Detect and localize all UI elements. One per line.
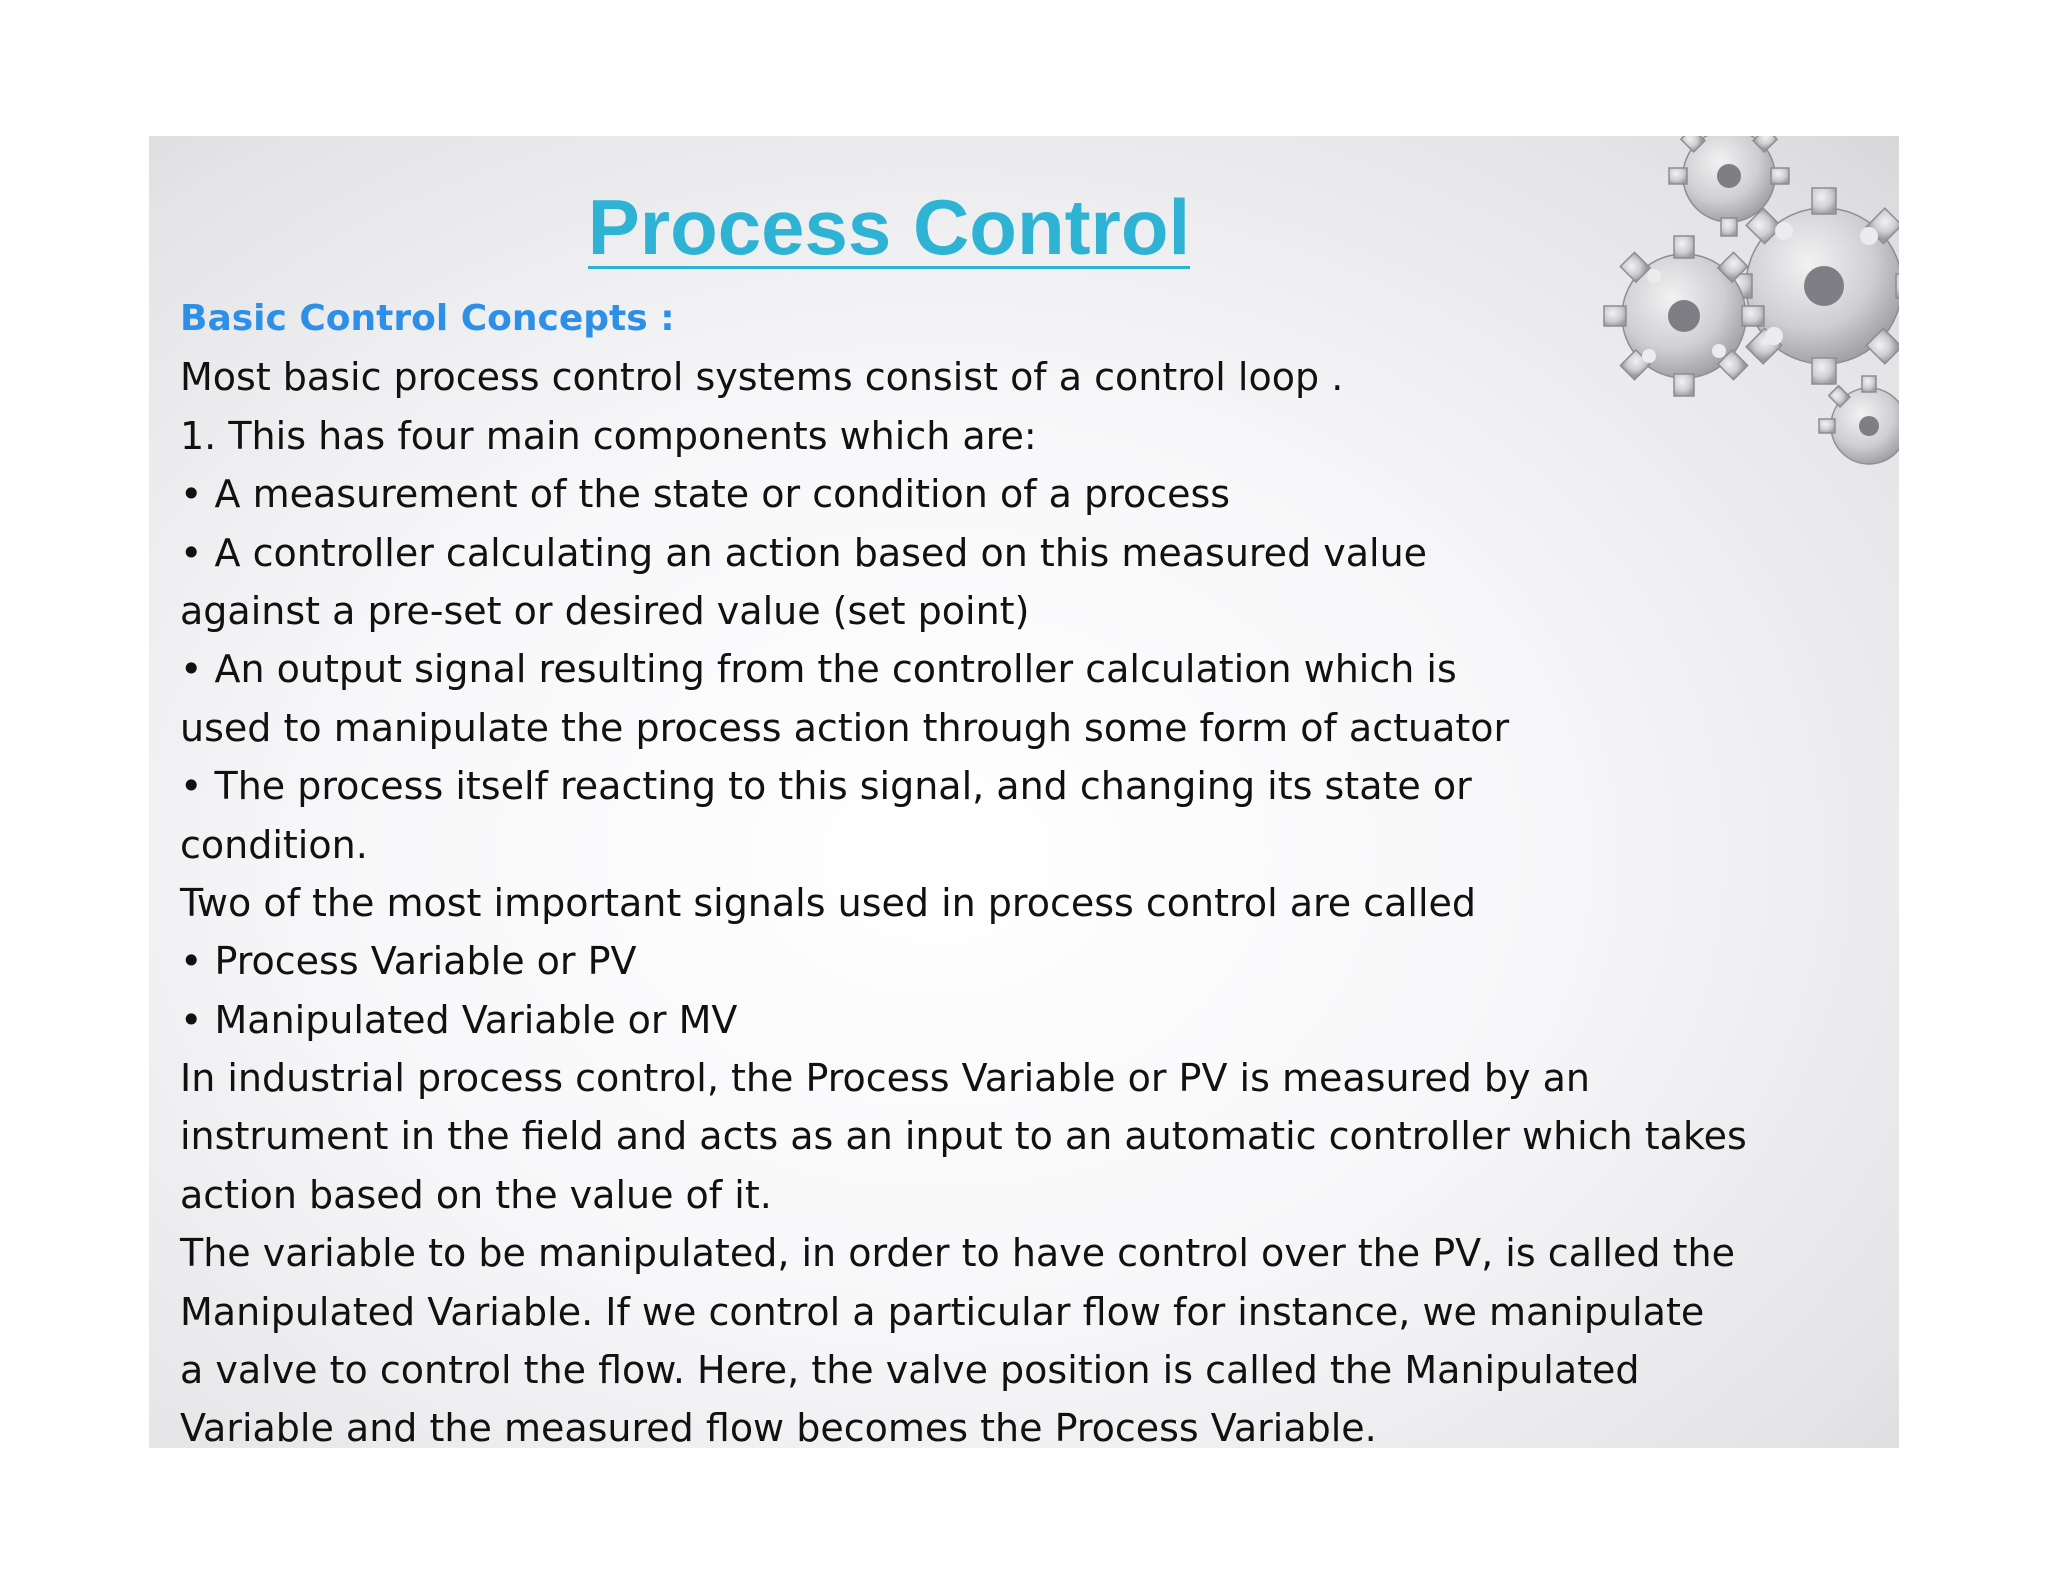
slide	[149, 136, 1899, 1448]
bullet-line: • Process Variable or PV	[180, 939, 637, 984]
text-line: Most basic process control systems consist of a control loop .	[180, 355, 1344, 400]
text-line: condition.	[180, 822, 368, 867]
bullet-line: • An output signal resulting from the controller calculation which is	[180, 647, 1457, 692]
bullet-line: • A controller calculating an action based on this measured value	[180, 530, 1428, 575]
bullet-line: • The process itself reacting to this signal, and changing its state or	[180, 764, 1472, 809]
bullet-line: • A measurement of the state or condition of a process	[180, 472, 1231, 517]
text-line: Manipulated Variable. If we control a particular flow for instance, we manipulate	[180, 1289, 1705, 1334]
text-line: The variable to be manipulated, in order to have control over the PV, is called the	[180, 1231, 1735, 1276]
text-line: instrument in the field and acts as an input to an automatic controller which takes	[180, 1114, 1747, 1159]
section-subheading: Basic Control Concepts :	[180, 298, 675, 339]
bullet-line: • Manipulated Variable or MV	[180, 997, 738, 1042]
slide-body	[180, 290, 1880, 1448]
text-line: a valve to control the flow. Here, the valve position is called the Manipulated	[180, 1348, 1640, 1393]
text-line: used to manipulate the process action through some form of actuator	[180, 705, 1510, 750]
text-line: against a pre-set or desired value (set point)	[180, 588, 1030, 633]
text-line: In industrial process control, the Process Variable or PV is measured by an	[180, 1056, 1590, 1101]
page-title	[149, 183, 1629, 271]
text-line: Two of the most important signals used in process control are called	[180, 880, 1477, 925]
text-line: action based on the value of it.	[180, 1172, 772, 1217]
text-line: Variable and the measured flow becomes the Process Variable.	[180, 1406, 1377, 1448]
page-title-text: Process Control	[587, 183, 1191, 271]
text-line: 1. This has four main components which are:	[180, 413, 1037, 458]
